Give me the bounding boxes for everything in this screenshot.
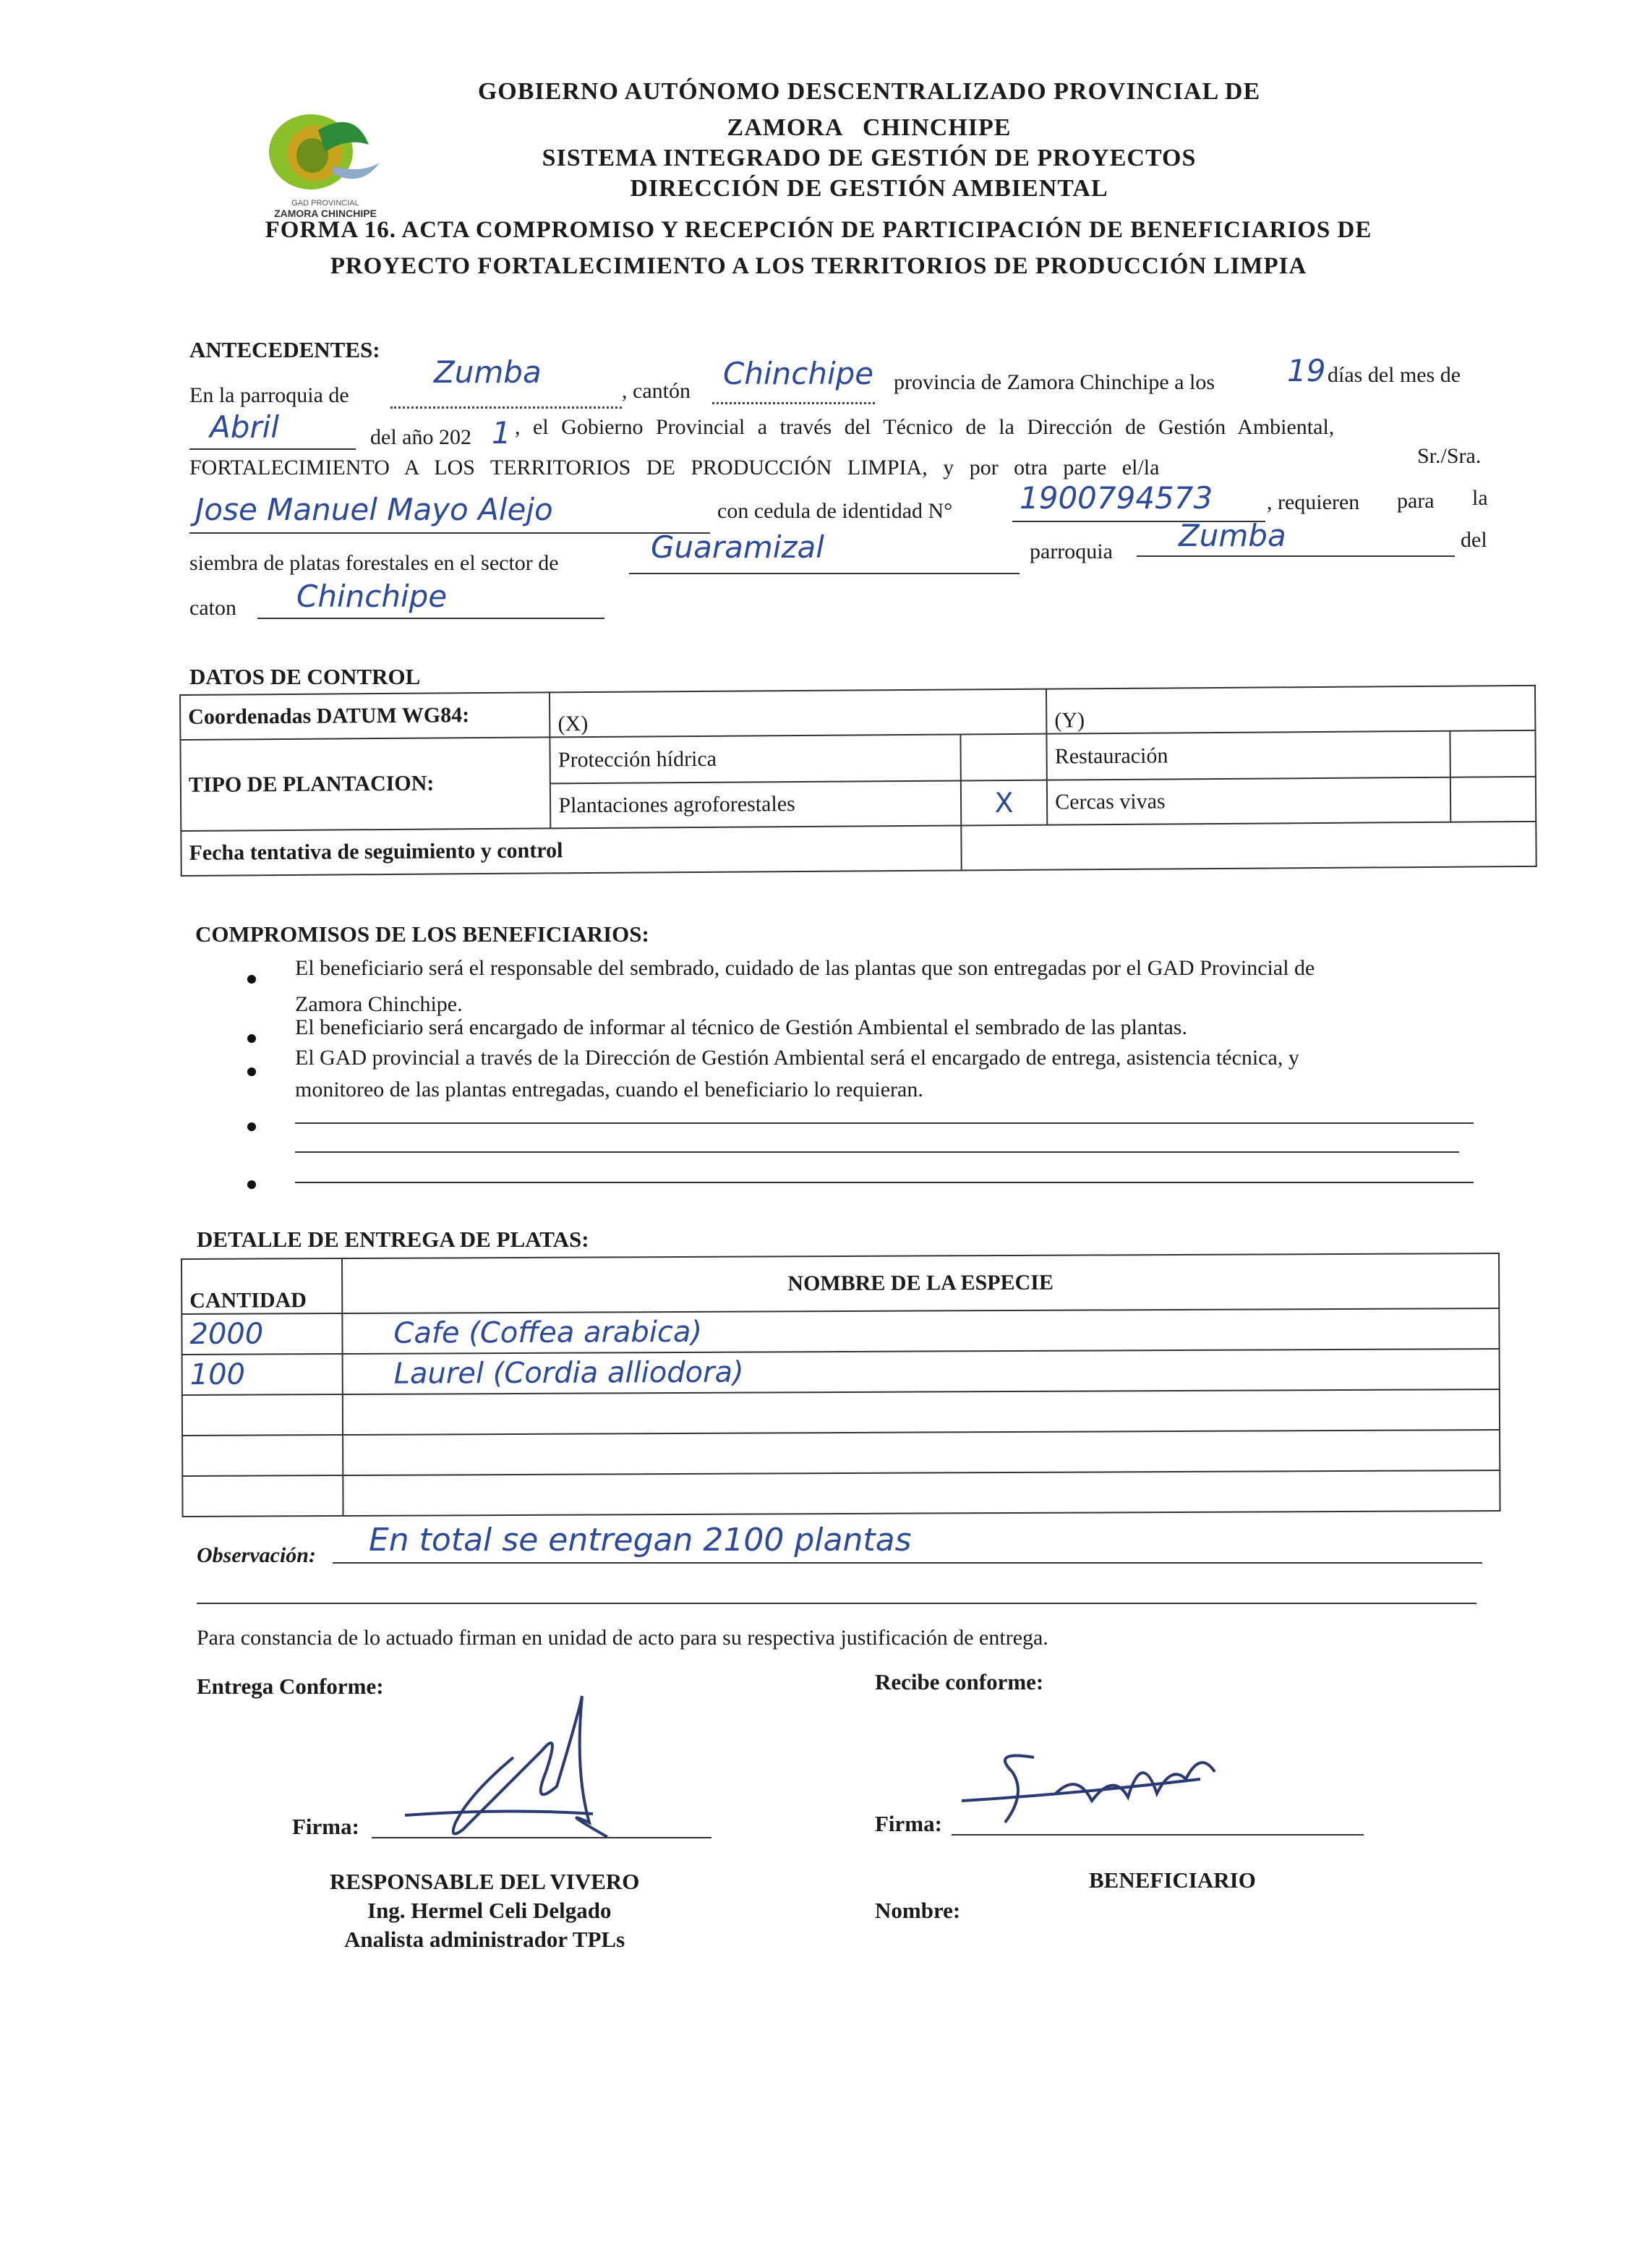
opt-agroforestales: Plantaciones agroforestales — [550, 780, 961, 828]
beneficiario-title: BENEFICIARIO — [1089, 1867, 1256, 1893]
text-fortalecimiento: FORTALECIMIENTO A LOS TERRITORIOS DE PRODUCCIÓN LIMPIA, y por otra parte el/la — [189, 456, 1160, 479]
cantidad-cell[interactable] — [182, 1435, 343, 1476]
constancia-text: Para constancia de lo actuado firman en unidad de acto para su respectiva justificación de entrega. — [197, 1626, 1048, 1650]
form-title-2: PROYECTO FORTALECIMIENTO A LOS TERRITORIOS DE PRODUCCIÓN LIMPIA — [330, 253, 1307, 279]
value-canton: Chinchipe — [723, 356, 874, 391]
fecha-label: Fecha tentativa de seguimiento y control — [181, 825, 961, 876]
text-parroquia: En la parroquia de — [189, 383, 349, 407]
header-line1: GOBIERNO AUTÓNOMO DESCENTRALIZADO PROVINCIAL DE — [477, 78, 1261, 105]
value-parroquia: Zumba — [434, 354, 542, 390]
text-gobierno: , el Gobierno Provincial a través del Técnico de la Dirección de Gestión Ambiental, — [515, 415, 1335, 439]
check-restauracion[interactable] — [1450, 730, 1536, 777]
compromisos-title: COMPROMISOS DE LOS BENEFICIARIOS: — [195, 921, 649, 947]
value-cedula: 1900794573 — [1020, 480, 1213, 516]
tipo-label: TIPO DE PLANTACION: — [180, 737, 550, 831]
check-proteccion[interactable] — [960, 734, 1047, 781]
text-provincia: provincia de Zamora Chinchipe a los — [894, 370, 1215, 394]
text-caton: caton — [189, 596, 236, 620]
cantidad-cell[interactable] — [182, 1475, 343, 1517]
text-anio: del año 202 — [370, 425, 471, 449]
opt-proteccion: Protección hídrica — [550, 734, 961, 783]
coord-x: (X) — [550, 689, 1046, 738]
cantidad-cell[interactable]: 2000 — [181, 1313, 342, 1355]
table-row — [181, 1308, 1499, 1355]
opt-cercas: Cercas vivas — [1047, 777, 1450, 825]
col-cantidad: CANTIDAD — [181, 1258, 342, 1314]
header-line2: ZAMORA CHINCHIPE — [727, 114, 1012, 141]
responsable-title: RESPONSABLE DEL VIVERO — [330, 1869, 640, 1894]
detalle-title: DETALLE DE ENTREGA DE PLATAS: — [197, 1227, 589, 1252]
especie-cell[interactable] — [343, 1430, 1500, 1475]
text-del: del — [1461, 528, 1487, 552]
entrega-label: Entrega Conforme: — [197, 1674, 384, 1699]
signature-entrega — [390, 1685, 622, 1844]
table-row — [182, 1430, 1500, 1476]
value-caton: Chinchipe — [296, 579, 448, 614]
coord-y: (Y) — [1046, 686, 1535, 734]
logo-caption: ZAMORA CHINCHIPE — [274, 208, 377, 219]
value-anio: 1 — [492, 415, 511, 451]
text-parroquia2: parroquia — [1030, 540, 1113, 563]
text-canton: , cantón — [622, 379, 691, 403]
text-requieren: , requieren — [1267, 490, 1360, 514]
value-nombre: Jose Manuel Mayo Alejo — [195, 492, 553, 527]
table-row — [182, 1389, 1500, 1436]
firma-label-right: Firma: — [875, 1811, 942, 1836]
table-row — [182, 1470, 1500, 1517]
responsable-name: Ing. Hermel Celi Delgado — [367, 1898, 612, 1923]
text-dias: días del mes de — [1328, 363, 1461, 387]
text-cedula: con cedula de identidad N° — [717, 499, 953, 523]
text-siembra: siembra de platas forestales en el sector de — [189, 551, 559, 575]
cantidad-cell[interactable] — [182, 1394, 343, 1436]
firma-label-left: Firma: — [292, 1814, 359, 1839]
text-para: para — [1397, 489, 1435, 513]
col-especie: NOMBRE DE LA ESPECIE — [342, 1253, 1499, 1313]
especie-cell[interactable]: Laurel (Cordia alliodora) — [343, 1349, 1500, 1394]
observacion-label: Observación: — [197, 1543, 316, 1567]
value-sector: Guaramizal — [651, 529, 824, 565]
compromiso-1: El beneficiario será el responsable del sembrado, cuidado de las plantas que son entregadas por el GAD Provincial de — [295, 956, 1315, 980]
logo-caption-small: GAD PROVINCIAL — [291, 199, 359, 208]
text-srsra: Sr./Sra. — [1417, 444, 1482, 468]
especie-cell[interactable] — [343, 1470, 1500, 1516]
datos-control-title: DATOS DE CONTROL — [189, 664, 421, 689]
especie-cell[interactable] — [343, 1389, 1500, 1435]
check-cercas[interactable] — [1450, 777, 1536, 822]
control-table — [179, 685, 1537, 877]
compromiso-3b: monitoreo de las plantas entregadas, cuando el beneficiario lo requieran. — [295, 1078, 923, 1101]
value-dia: 19 — [1287, 353, 1326, 388]
compromiso-1b: Zamora Chinchipe. — [295, 992, 463, 1016]
header-line4: DIRECCIÓN DE GESTIÓN AMBIENTAL — [630, 175, 1108, 202]
recibe-label: Recibe conforme: — [875, 1669, 1044, 1694]
text-la: la — [1472, 486, 1488, 510]
especie-cell[interactable]: Cafe (Coffea arabica) — [342, 1308, 1499, 1354]
coord-label: Coordenadas DATUM WG84: — [180, 692, 550, 740]
compromiso-2: El beneficiario será encargado de informar al técnico de Gestión Ambiental el sembrado de las plantas. — [295, 1015, 1187, 1039]
detalle-table — [181, 1253, 1501, 1517]
fecha-value[interactable] — [961, 822, 1536, 871]
header-line3: SISTEMA INTEGRADO DE GESTIÓN DE PROYECTOS — [542, 145, 1197, 171]
table-row — [182, 1349, 1500, 1395]
value-mes: Abril — [210, 409, 279, 445]
compromiso-3: El GAD provincial a través de la Dirección de Gestión Ambiental será el encargado de entrega, asistencia técnica, y — [295, 1046, 1299, 1070]
cantidad-cell[interactable]: 100 — [182, 1354, 343, 1395]
check-agroforestales[interactable]: X — [961, 780, 1048, 826]
antecedentes-title: ANTECEDENTES: — [189, 337, 380, 362]
observacion-value: En total se entregan 2100 plantas — [369, 1522, 912, 1559]
opt-restauracion: Restauración — [1047, 731, 1450, 780]
responsable-role: Analista administrador TPLs — [344, 1927, 625, 1952]
signature-recibe — [933, 1736, 1222, 1837]
value-parroquia2: Zumba — [1179, 518, 1286, 553]
nombre-label: Nombre: — [875, 1898, 961, 1923]
form-title-1: FORMA 16. ACTA COMPROMISO Y RECEPCIÓN DE PARTICIPACIÓN DE BENEFICIARIOS DE — [265, 217, 1372, 243]
